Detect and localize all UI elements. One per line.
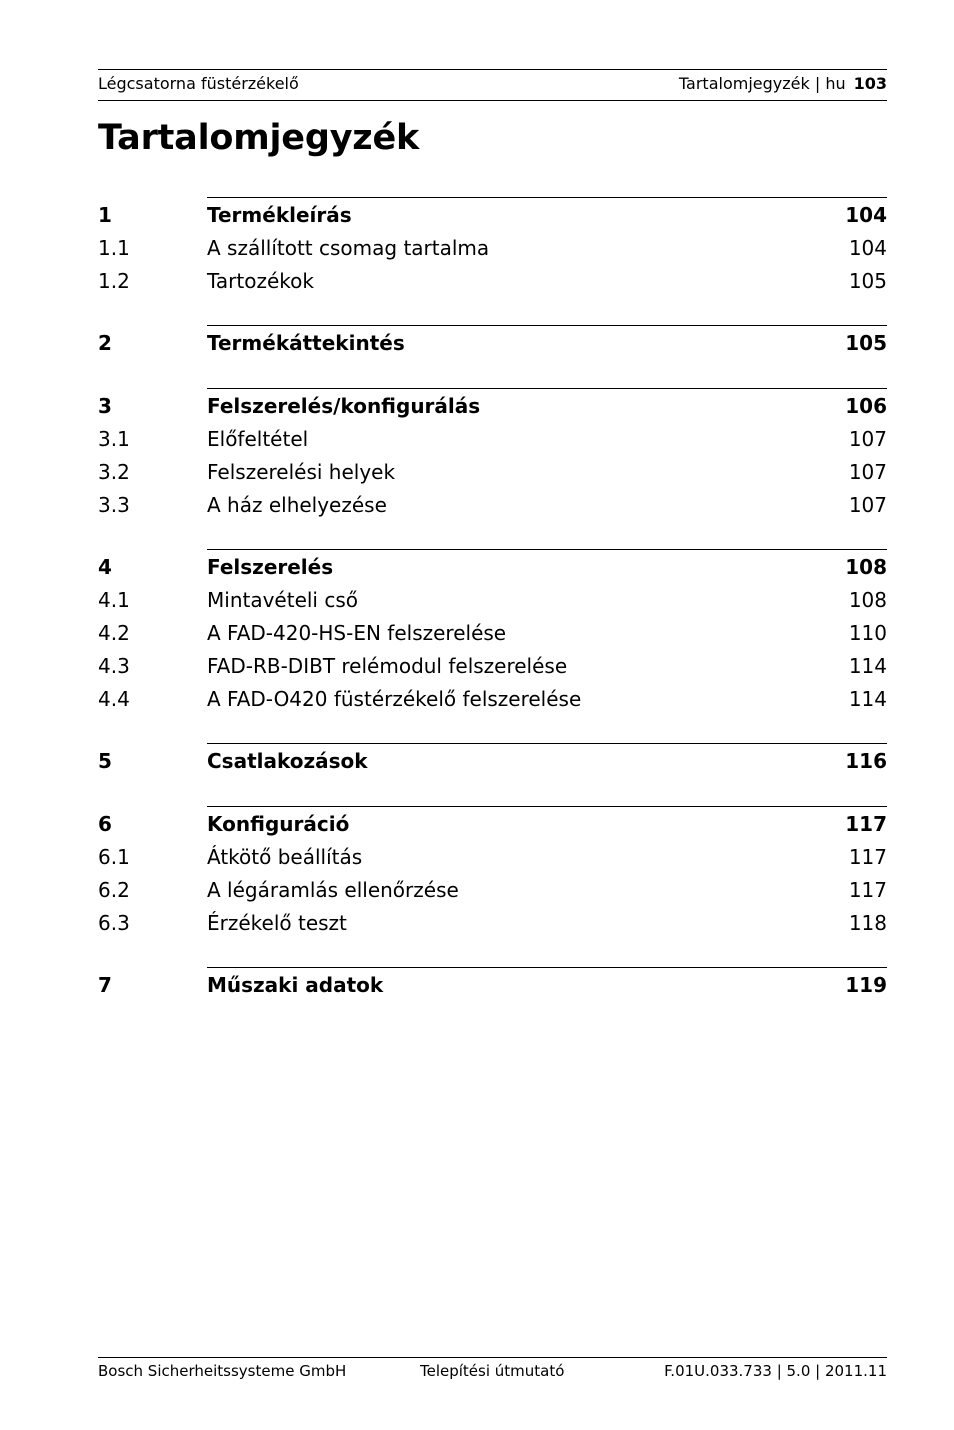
toc-chapter-row[interactable] xyxy=(98,746,887,776)
toc-page: 117 xyxy=(848,845,887,869)
toc-section-row[interactable] xyxy=(98,908,887,938)
toc-number: 4 xyxy=(98,555,112,580)
toc-number: 3.3 xyxy=(98,492,130,517)
toc-label: Termékáttekintés xyxy=(207,331,405,356)
toc-label: Átkötő beállítás xyxy=(207,845,363,869)
toc-number: 2 xyxy=(98,331,112,356)
toc-number: 6.1 xyxy=(98,845,130,869)
toc-page: 117 xyxy=(845,812,887,837)
toc-section-row[interactable] xyxy=(98,457,887,487)
toc-page: 107 xyxy=(848,492,887,517)
toc-section-row[interactable] xyxy=(98,651,887,681)
toc-label: Felszerelés xyxy=(207,555,334,580)
toc-page: 110 xyxy=(848,621,887,645)
toc-section-row[interactable] xyxy=(98,684,887,714)
toc-label: Felszerelés/konfigurálás xyxy=(207,394,481,419)
toc-page: 106 xyxy=(845,394,887,419)
toc-label: Mintavételi cső xyxy=(207,588,358,613)
chapter-rule xyxy=(207,806,887,807)
toc-chapter-row[interactable] xyxy=(98,200,887,230)
toc-page: 107 xyxy=(848,459,887,484)
footer-doc-type: Telepítési útmutató xyxy=(420,1362,565,1380)
toc-label: A FAD-420-HS-EN felszerelése xyxy=(207,621,507,645)
toc-number: 4.1 xyxy=(98,588,130,613)
page-title: Tartalomjegyzék xyxy=(98,118,420,158)
toc-section-row[interactable] xyxy=(98,618,887,648)
toc-page: 118 xyxy=(848,910,887,935)
toc-number: 3 xyxy=(98,394,112,419)
toc-page: 105 xyxy=(848,268,887,293)
header-doc-title: Légcsatorna füstérzékelő xyxy=(98,74,299,93)
page-header xyxy=(98,69,887,101)
toc-section-row[interactable] xyxy=(98,875,887,905)
toc-page: 114 xyxy=(848,686,887,711)
toc-page: 119 xyxy=(845,973,887,998)
toc-section-row[interactable] xyxy=(98,585,887,615)
toc-number: 4.3 xyxy=(98,653,130,678)
toc-number: 3.1 xyxy=(98,427,130,451)
toc-page: 107 xyxy=(848,427,887,451)
chapter-rule xyxy=(207,388,887,389)
toc-label: Termékleírás xyxy=(207,203,352,227)
footer-doc-id: F.01U.033.733 | 5.0 | 2011.11 xyxy=(664,1362,887,1380)
chapter-rule xyxy=(207,197,887,198)
toc-label: Előfeltétel xyxy=(207,427,309,451)
toc-number: 7 xyxy=(98,973,112,998)
header-right xyxy=(679,74,887,93)
toc-section-row[interactable] xyxy=(98,424,887,454)
toc-section-row[interactable] xyxy=(98,490,887,520)
toc-number: 6.2 xyxy=(98,877,130,902)
toc-page: 114 xyxy=(848,653,887,678)
chapter-rule xyxy=(207,549,887,550)
toc-number: 6 xyxy=(98,812,112,837)
toc-page: 117 xyxy=(848,877,887,902)
toc-chapter-row[interactable] xyxy=(98,970,887,1000)
toc-label: A szállított csomag tartalma xyxy=(207,235,490,260)
header-section: Tartalomjegyzék | hu xyxy=(678,74,846,93)
toc-page: 108 xyxy=(848,588,887,613)
page-footer xyxy=(98,1357,887,1380)
toc-label: A légáramlás ellenőrzése xyxy=(207,877,459,902)
toc-number: 6.3 xyxy=(98,910,130,935)
toc-number: 1.1 xyxy=(98,235,130,260)
toc-number: 4.2 xyxy=(98,621,130,645)
toc-label: Csatlakozások xyxy=(207,749,368,774)
toc-number: 1.2 xyxy=(98,268,130,293)
toc-label: Érzékelő teszt xyxy=(207,910,347,935)
toc-page: 105 xyxy=(845,331,887,356)
toc-chapter-row[interactable] xyxy=(98,328,887,358)
toc-label: Műszaki adatok xyxy=(207,973,384,998)
toc-label: A FAD-O420 füstérzékelő felszerelése xyxy=(207,686,582,711)
toc-page: 108 xyxy=(845,555,887,580)
toc-section-row[interactable] xyxy=(98,233,887,263)
toc-label: Felszerelési helyek xyxy=(207,459,396,484)
toc-section-row[interactable] xyxy=(98,266,887,296)
toc-number: 1 xyxy=(98,203,112,227)
toc-number: 4.4 xyxy=(98,686,130,711)
toc-chapter-row[interactable] xyxy=(98,391,887,421)
toc-chapter-row[interactable] xyxy=(98,809,887,839)
toc-section-row[interactable] xyxy=(98,842,887,872)
toc-page: 104 xyxy=(845,203,887,227)
toc-page: 104 xyxy=(848,235,887,260)
toc-label: FAD-RB-DIBT relémodul felszerelése xyxy=(207,653,568,678)
toc-chapter-row[interactable] xyxy=(98,552,887,582)
toc-label: Konfiguráció xyxy=(207,812,350,837)
toc-number: 3.2 xyxy=(98,459,130,484)
toc-label: Tartozékok xyxy=(207,268,314,293)
toc-label: A ház elhelyezése xyxy=(207,492,387,517)
chapter-rule xyxy=(207,743,887,744)
toc-number: 5 xyxy=(98,749,112,774)
footer-company: Bosch Sicherheitssysteme GmbH xyxy=(98,1362,347,1380)
chapter-rule xyxy=(207,967,887,968)
header-page-number: 103 xyxy=(853,74,887,93)
chapter-rule xyxy=(207,325,887,326)
toc-page: 116 xyxy=(845,749,887,774)
